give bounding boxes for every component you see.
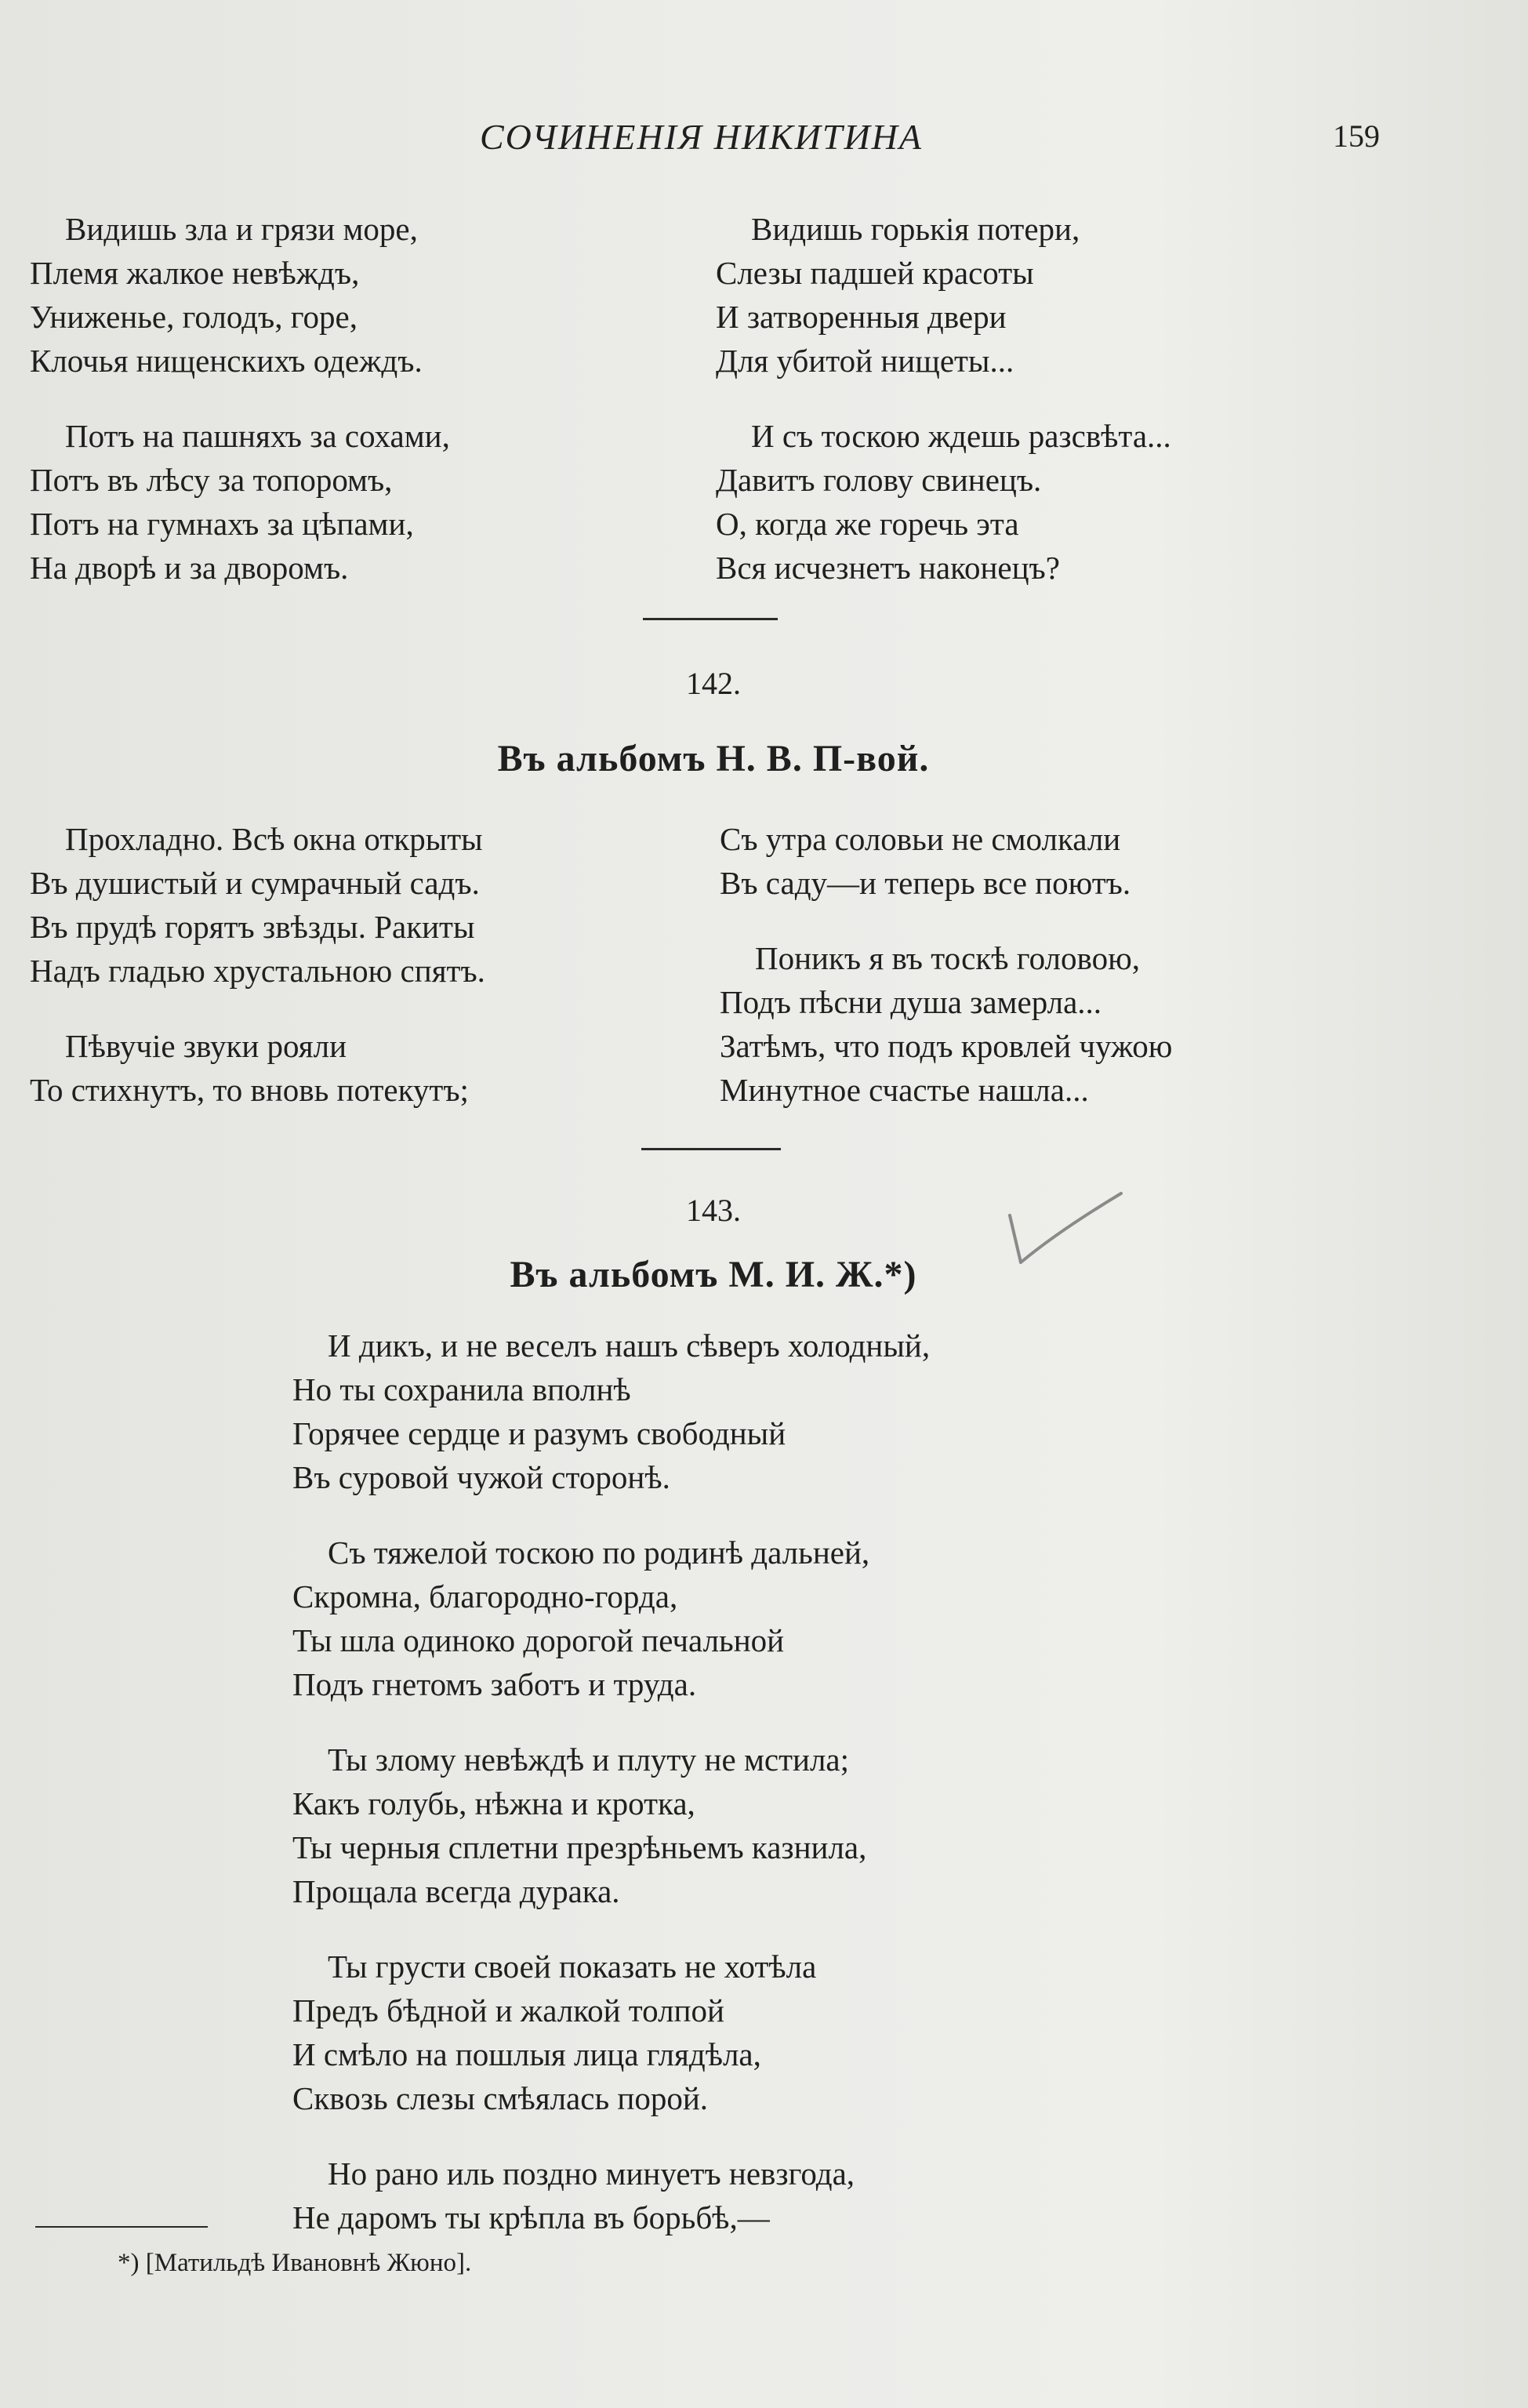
prev-poem-right-column [716, 207, 1171, 590]
verse-line: Подъ гнетомъ заботъ и труда. [292, 1666, 697, 1702]
verse-line: Предъ бѣдной и жалкой толпой [292, 1992, 724, 2028]
verse-line: Слезы падшей красоты [716, 255, 1034, 291]
verse-line: Ты шла одиноко дорогой печальной [292, 1622, 785, 1658]
verse-line: Скромна, благородно-горда, [292, 1578, 678, 1614]
verse-line: Съ утра соловьи не смолкали [720, 821, 1121, 857]
verse-line: Поникъ я въ тоскѣ головою, [755, 940, 1140, 976]
verse-line: Затѣмъ, что подъ кровлей чужою [720, 1028, 1173, 1064]
poem-number: 142. [686, 666, 741, 701]
verse-line: Подъ пѣсни душа замерла... [720, 984, 1102, 1020]
poem-142-right-column [720, 817, 1172, 1112]
verse-line: И съ тоскою ждешь разсвѣта... [751, 418, 1171, 454]
verse-line: Но ты сохранила вполнѣ [292, 1371, 631, 1407]
section-divider [643, 618, 778, 620]
verse-line: Потъ на гумнахъ за цѣпами, [30, 506, 414, 542]
verse-line: Униженье, голодъ, горе, [30, 299, 358, 335]
verse-line: Но рано иль поздно минуетъ невзгода, [328, 2156, 855, 2192]
poem-143-body [292, 1324, 930, 2239]
verse-line: Прохладно. Всѣ окна открыты [65, 821, 483, 857]
verse-line: И затворенныя двери [716, 299, 1007, 335]
verse-line: На дворѣ и за дворомъ. [30, 550, 349, 586]
poem-title: Въ альбомъ Н. В. П-вой. [497, 738, 930, 779]
verse-line: Давитъ голову свинецъ. [716, 462, 1042, 498]
verse-line: Видишь горькія потери, [751, 211, 1080, 247]
poem-number: 143. [686, 1193, 741, 1228]
verse-line: Клочья нищенскихъ одеждъ. [30, 343, 423, 379]
verse-line: Не даромъ ты крѣпла въ борьбѣ,— [292, 2199, 770, 2235]
footnote: *) [Матильдѣ Ивановнѣ Жюно]. [118, 2249, 472, 2277]
verse-line: Прощала всегда дурака. [292, 1873, 620, 1909]
running-title: СОЧИНЕНІЯ НИКИТИНА [480, 117, 923, 157]
verse-line: Въ суровой чужой сторонѣ. [292, 1459, 670, 1495]
verse-line: И дикъ, и не веселъ нашъ сѣверъ холодный, [328, 1327, 931, 1364]
verse-line: Видишь зла и грязи море, [65, 211, 418, 247]
pencil-checkmark-icon [1004, 1184, 1137, 1270]
page-number: 159 [1333, 118, 1380, 154]
verse-line: Минутное счастье нашла... [720, 1072, 1089, 1108]
verse-line: Потъ на пашняхъ за сохами, [65, 418, 450, 454]
verse-line: Пѣвучіе звуки рояли [65, 1028, 347, 1064]
verse-line: Ты черныя сплетни презрѣньемъ казнила, [292, 1829, 867, 1865]
verse-line: Для убитой нищеты... [716, 343, 1014, 379]
verse-line: Какъ голубь, нѣжна и кротка, [292, 1785, 695, 1821]
verse-line: Племя жалкое невѣждъ, [30, 255, 360, 291]
prev-poem-left-column [30, 207, 450, 590]
verse-line: Въ душистый и сумрачный садъ. [30, 865, 480, 901]
verse-line: Ты грусти своей показать не хотѣла [328, 1949, 817, 1985]
verse-line: Съ тяжелой тоскою по родинѣ дальней, [328, 1535, 870, 1571]
verse-line: Въ прудѣ горятъ звѣзды. Ракиты [30, 909, 475, 945]
verse-line: Горячее сердце и разумъ свободный [292, 1415, 786, 1451]
verse-line: То стихнутъ, то вновь потекутъ; [30, 1072, 469, 1108]
verse-line: Въ саду—и теперь все поютъ. [720, 865, 1131, 901]
verse-line: Потъ въ лѣсу за топоромъ, [30, 462, 393, 498]
footnote-rule [35, 2226, 208, 2228]
verse-line: И смѣло на пошлыя лица глядѣла, [292, 2036, 761, 2072]
verse-line: Ты злому невѣждѣ и плуту не мстила; [328, 1742, 849, 1778]
verse-line: Надъ гладью хрустальною спятъ. [30, 953, 485, 989]
verse-line: Вся исчезнетъ наконецъ? [716, 550, 1060, 586]
verse-line: О, когда же горечь эта [716, 506, 1019, 542]
poem-142-left-column [30, 817, 485, 1112]
verse-line: Сквозь слезы смѣялась порой. [292, 2080, 709, 2116]
section-divider [641, 1148, 781, 1150]
poem-title: Въ альбомъ М. И. Ж.*) [510, 1254, 917, 1295]
